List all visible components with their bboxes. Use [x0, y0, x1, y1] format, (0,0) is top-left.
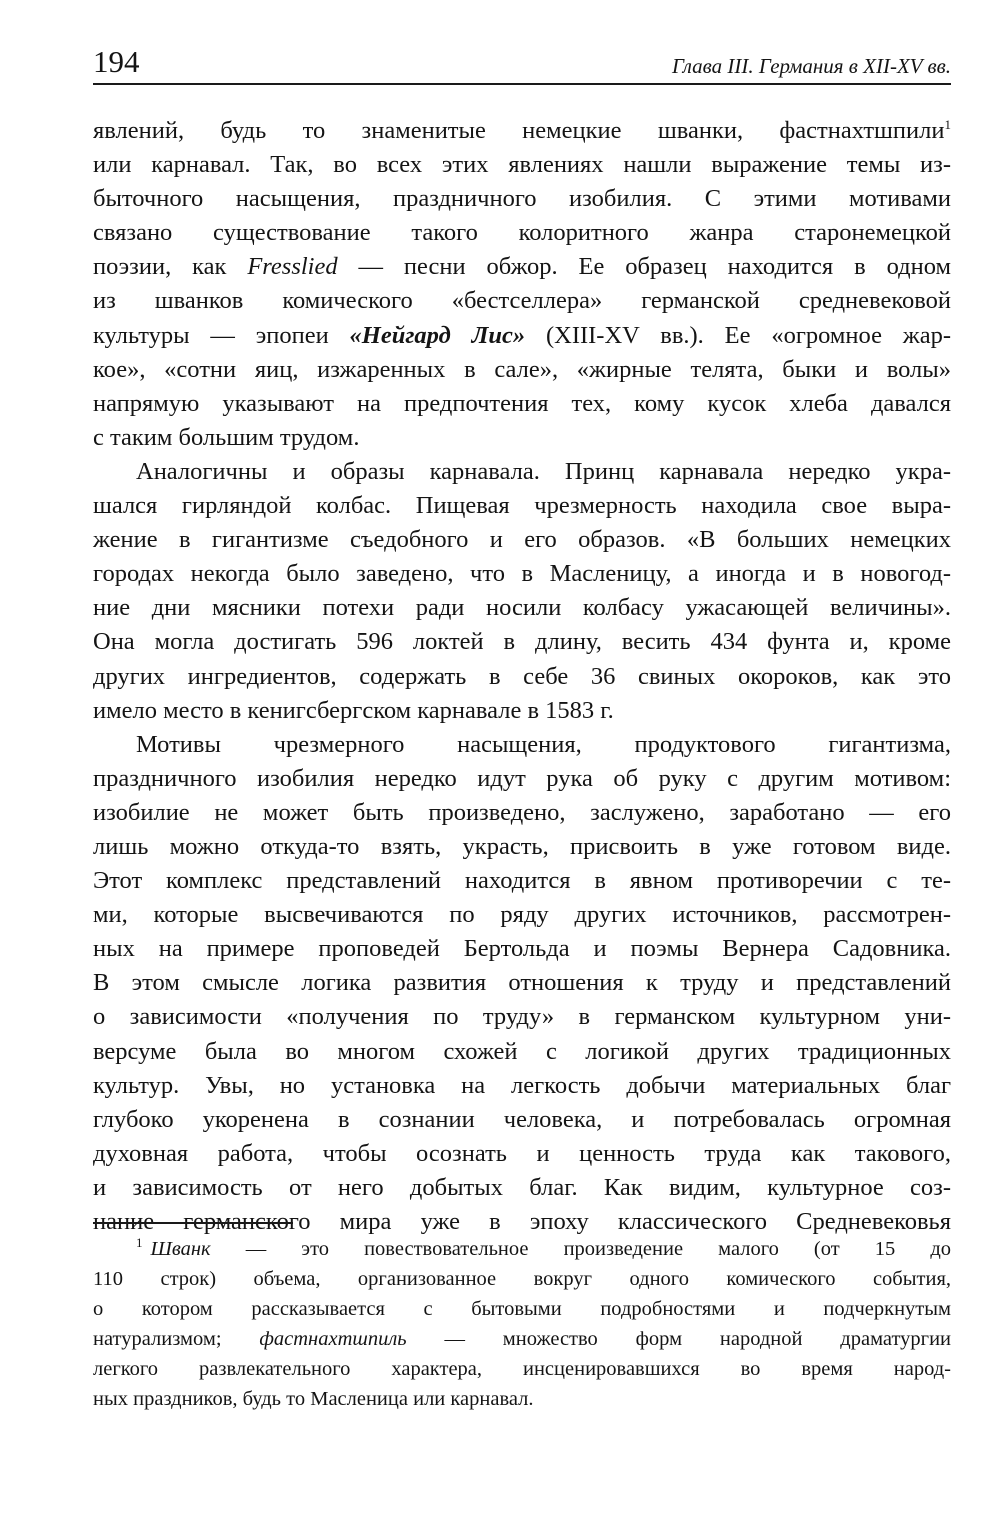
text-line: кое», «сотни яиц, изжаренных в сале», «жирные телята, быки и волы» — [93, 355, 951, 383]
text-line: шался гирляндой колбас. Пищевая чрезмерность находила свое выра- — [93, 492, 951, 520]
text-line: культур. Увы, но установка на легкость добычи материальных благ — [93, 1071, 951, 1099]
text-line: глубоко укоренена в сознании человека, и потребовалась огромная — [93, 1105, 951, 1133]
text-line: нание германского мира уже в эпоху классического Средневековья — [93, 1208, 951, 1235]
genre-term: Fresslied — [247, 253, 338, 281]
page-number: 194 — [93, 44, 140, 79]
text-line: с таким большим трудом. — [93, 423, 360, 451]
text-line: лишь можно откуда-то взять, украсть, присвоить в уже готовом виде. — [93, 832, 951, 860]
footnote-term: Шванк — [150, 1238, 211, 1260]
text-line: явлений, будь то знаменитые немецкие шванки, фастнахтшпили$^1$ — [93, 116, 951, 144]
main-text — [93, 114, 951, 1239]
text-line-fresslied: поэзии, как Fresslied — песни обжор. Ее образец находится в одном — [93, 253, 951, 281]
text-line: городах некогда было заведено, что в Масленицу, а иногда и в новогод- — [93, 560, 951, 588]
page-header — [93, 44, 951, 86]
work-title: «Нейгард Лис» — [349, 321, 526, 349]
footnote-mark: 1 — [136, 1235, 143, 1250]
text-line: изобилие не может быть произведено, заслужено, заработано — его — [93, 798, 951, 826]
footnote — [93, 1234, 951, 1414]
header-rule — [93, 83, 951, 85]
text-line: связано существование такого колоритного жанра старонемецкой — [93, 219, 951, 247]
footnote-line: 110 строк) объема, организованное вокруг одного комического события, — [93, 1268, 951, 1290]
text-line: других ингредиентов, содержать в себе 36 свиных окороков, как это — [93, 662, 951, 690]
footnote-line: о котором рассказывается с бытовыми подробностями и подчеркнутым — [93, 1298, 951, 1320]
text-line: Аналогичны и образы карнавала. Принц карнавала нередко укра- — [136, 457, 951, 485]
footnote-line: легкого развлекательного характера, инсценировавшихся во время народ- — [93, 1358, 951, 1380]
text-line: Мотивы чрезмерного насыщения, продуктового гигантизма, — [136, 730, 951, 758]
text-line: духовная работа, чтобы осознать и ценность труда как такового, — [93, 1139, 951, 1167]
text-line: жение в гигантизме съедобного и его образов. «В больших немецких — [93, 526, 951, 554]
text-line: из шванков комического «бестселлера» германской средневековой — [93, 287, 951, 315]
text-line: Этот комплекс представлений находится в явном противоречии с те- — [93, 867, 951, 895]
running-head: Глава III. Германия в XII-XV вв. — [671, 54, 951, 78]
text-line: ных на примере проповедей Бертольда и поэмы Вернера Садовника. — [93, 935, 951, 963]
footnote-rule — [93, 1222, 293, 1224]
text-line-title: культуры — эпопеи «Нейгард Лис» (XIII-XV вв.). Ее «огромное жар- — [93, 321, 951, 349]
text-line: быточного насыщения, праздничного изобилия. С этими мотивами — [93, 185, 951, 213]
footnote-reference: 1 — [944, 116, 951, 132]
text-line: и зависимость от него добытых благ. Как видим, культурное соз- — [93, 1173, 951, 1201]
footnote-line: $^1$ Шванк — это повествовательное произведение малого (от 15 до — [136, 1235, 951, 1260]
text-line: ми, которые высвечиваются по ряду других источников, рассмотрен- — [93, 901, 951, 929]
text-line: ние дни мясники потехи ради носили колбасу ужасающей величины». — [93, 594, 951, 622]
footnote-line: ных праздников, будь то Масленица или карнавал. — [93, 1388, 534, 1410]
text-line: о зависимости «получения по труду» в германском культурном уни- — [93, 1003, 951, 1031]
text-line: имело место в кенигсбергском карнавале в 1583 г. — [93, 696, 614, 724]
footnote-term: фастнахтшпиль — [259, 1328, 407, 1350]
text-line: Она могла достигать 596 локтей в длину, весить 434 фунта и, кроме — [93, 628, 951, 656]
text-line: праздничного изобилия нередко идут рука об руку с другим мотивом: — [93, 764, 951, 792]
footnote-line: натурализмом; фастнахтшпиль — множество форм народной драматургии — [93, 1328, 952, 1350]
text-line: или карнавал. Так, во всех этих явлениях нашли выражение темы из- — [93, 151, 951, 179]
text-line: напрямую указывают на предпочтения тех, кому кусок хлеба давался — [93, 389, 951, 417]
text-line: В этом смысле логика развития отношения к труду и представлений — [93, 969, 951, 997]
text-line: версуме была во многом схожей с логикой других традиционных — [93, 1037, 951, 1065]
